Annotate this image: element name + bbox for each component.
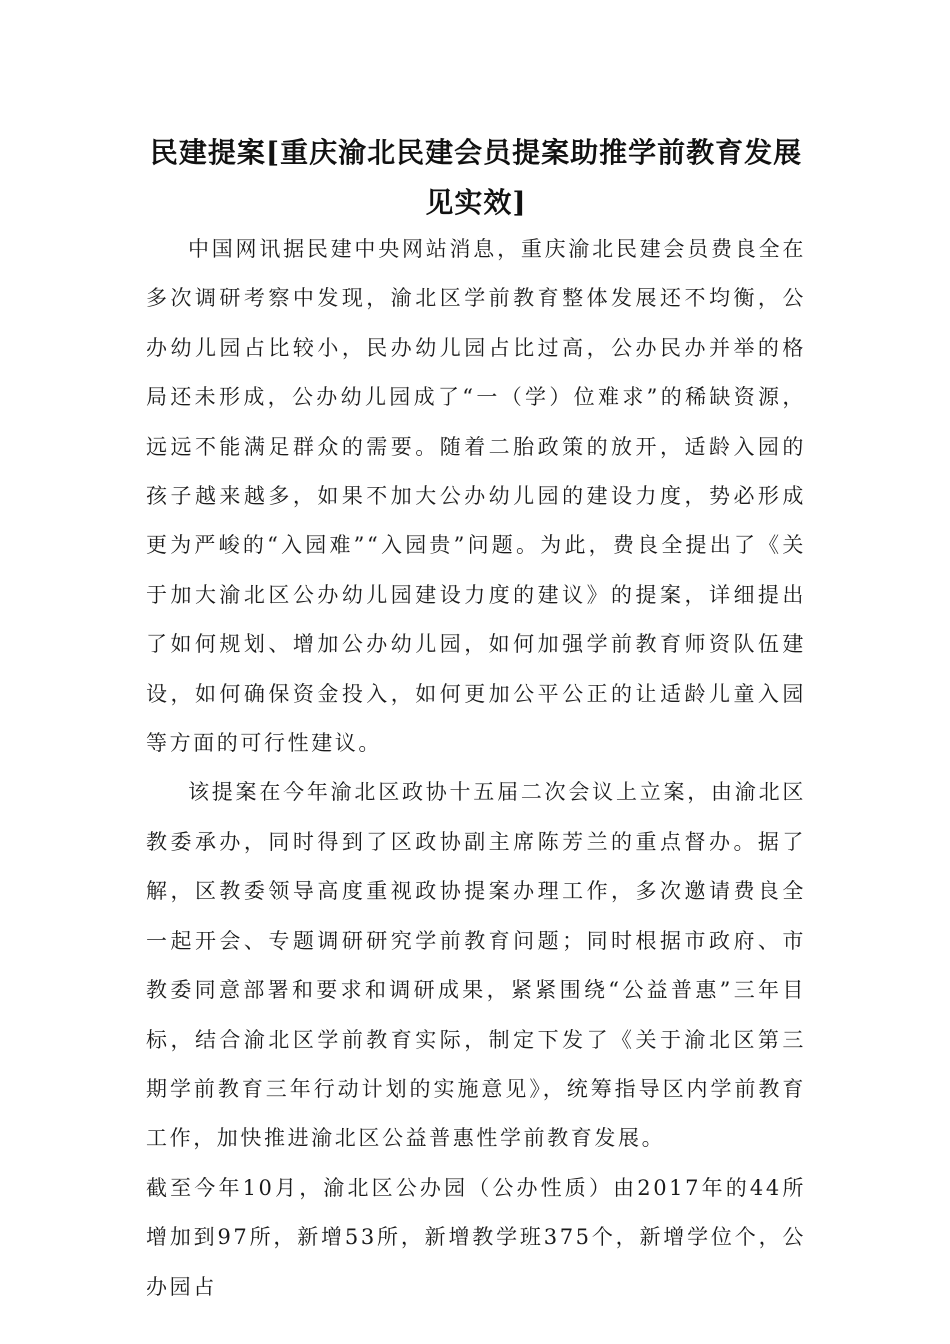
document-title: 民建提案[重庆渝北民建会员提案助推学前教育发展见实效] [149,136,803,219]
document-body [146,225,806,1312]
paragraph-1: 中国网讯据民建中央网站消息，重庆渝北民建会员费良全在多次调研考察中发现，渝北区学前教育整体发展还不均衡，公办幼儿园占比较小，民办幼儿园占比过高，公办民办并举的格局还未形成，公办幼儿园成了“一（学）位难求”的稀缺资源，远远不能满足群众的需要。随着二胎政策的放开，适龄入园的孩子越来越多，如果不加大公办幼儿园的建设力度，势必形成更为严峻的“入园难”“入园贵”问题。为此，费良全提出了《关于加大渝北区公办幼儿园建设力度的建议》的提案，详细提出了如何规划、增加公办幼儿园，如何加强学前教育师资队伍建设，如何确保资金投入，如何更加公平公正的让适龄儿童入园等方面的可行性建议。 [146,237,806,756]
paragraph-2: 该提案在今年渝北区政协十五届二次会议上立案，由渝北区教委承办，同时得到了区政协副主席陈芳兰的重点督办。据了解，区教委领导高度重视政协提案办理工作，多次邀请费良全一起开会、专题调研研究学前教育问题；同时根据市政府、市教委同意部署和要求和调研成果，紧紧围绕“公益普惠”三年目标，结合渝北区学前教育实际，制定下发了《关于渝北区第三期学前教育三年行动计划的实施意见》，统筹指导区内学前教育工作，加快推进渝北区公益普惠性学前教育发展。 [146,780,806,1151]
paragraph-3: 截至今年10月，渝北区公办园（公办性质）由2017年的44所增加到97所，新增53所，新增教学班375个，新增学位个，公办园占 [146,1175,806,1299]
